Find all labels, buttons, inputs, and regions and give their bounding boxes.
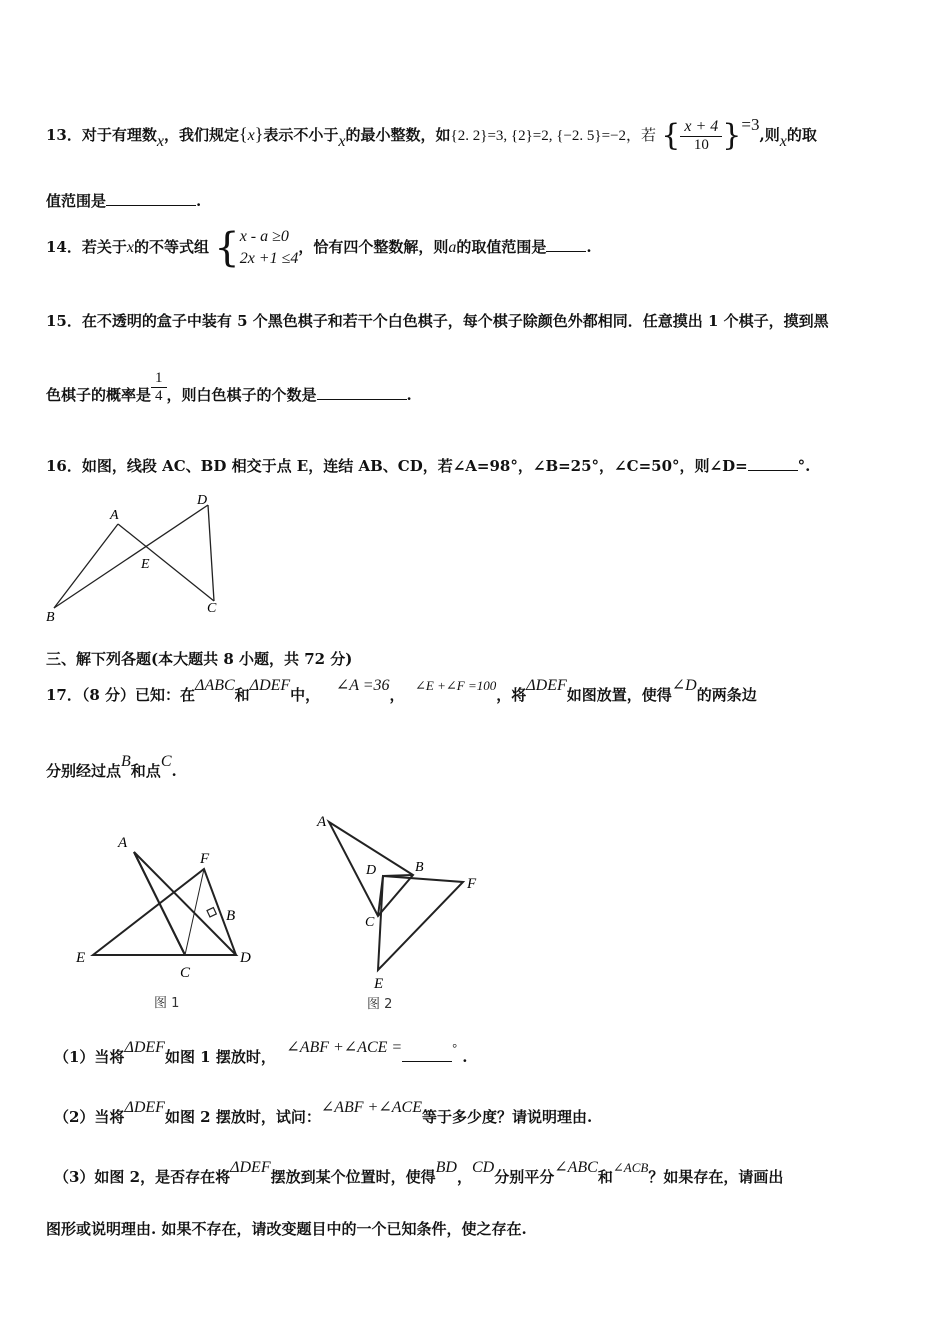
- q14-answer-blank[interactable]: [546, 237, 586, 252]
- fig1-label-E: E: [76, 950, 86, 966]
- q14-line: 14．若关于x的不等式组 { x - a ≥0 2x +1 ≤4 ，恰有四个整数解，则a的取值范围是 .: [46, 225, 592, 271]
- q17-part2: （2）当将ΔDEF如图 2 摆放时，试问：∠ABF +∠ACE等于多少度？请说明理由.: [54, 1099, 593, 1126]
- label-C: C: [207, 601, 217, 616]
- label-D: D: [197, 493, 208, 508]
- fig1-label-D: D: [240, 950, 251, 966]
- fig2-label-F: F: [467, 876, 477, 892]
- q15-answer-blank[interactable]: [317, 385, 407, 400]
- section-3-heading: 三、解下列各题(本大题共 8 小题，共 72 分): [46, 650, 353, 668]
- fig2-label-B: B: [415, 860, 424, 875]
- q17-figure-2: [305, 810, 505, 1015]
- label-A: A: [110, 508, 119, 523]
- fig2-label-D: D: [366, 863, 377, 878]
- fig1-label-F: F: [200, 851, 210, 867]
- fig2-caption: 图 2: [367, 997, 393, 1012]
- q17-part1-answer-blank[interactable]: [402, 1047, 452, 1062]
- q16-answer-blank[interactable]: [748, 456, 798, 471]
- q15-fraction: $\frac{1}{4}$: [151, 370, 167, 405]
- q13-number: 13．: [46, 126, 82, 144]
- q17-figure-1: [70, 825, 270, 1015]
- fig2-label-C: C: [365, 915, 375, 930]
- triangle-DEF-fig2: [378, 876, 463, 970]
- q17-part3-line1: （3）如图 2，是否存在将ΔDEF摆放到某个位置时，使得BD，CD分别平分∠ABC和∠ACB？如果存在，请画出: [54, 1159, 784, 1186]
- q14-inequality-system: x - a ≥0 2x +1 ≤4: [239, 228, 299, 267]
- triangle-ABC-fig1: [134, 852, 236, 955]
- fig1-caption: 图 1: [154, 996, 180, 1011]
- label-B: B: [46, 610, 55, 625]
- q17-part3-line2: 图形或说明理由. 如果不存在，请改变题目中的一个已知条件，使之存在.: [46, 1220, 527, 1238]
- q13-answer-blank[interactable]: [106, 191, 196, 206]
- fig2-label-A: A: [317, 814, 327, 830]
- right-angle-mark: [207, 908, 216, 917]
- q13-fraction: $\frac{x + 4}{10}$: [680, 118, 722, 154]
- q15-line2: 色棋子的概率是 $\frac{1}{4}$ ，则白色棋子的个数是 .: [46, 370, 412, 404]
- fig2-label-E: E: [374, 976, 384, 992]
- q17-part1: （1）当将ΔDEF如图 1 摆放时， ∠ABF +∠ACE = ° .: [54, 1039, 468, 1066]
- fig1-label-A: A: [118, 835, 128, 851]
- segment-AC: [118, 524, 214, 601]
- q13-examples: {2. 2}=3, {2}=2, {−2. 5}=−2，若: [450, 128, 657, 144]
- segment-AB: [54, 524, 118, 608]
- q13-line2: 值范围是 .: [46, 192, 202, 210]
- side-DB-fig2: [383, 875, 413, 876]
- q15-line1: 15．在不透明的盒子中装有 5 个黑色棋子和若干个白色棋子，每个棋子除颜色外都相同．任意摸出 1 个棋子，摸到黑: [46, 312, 829, 330]
- q16-figure: [40, 490, 240, 625]
- q17-line1: 17．（8 分）已知：在ΔABC和ΔDEF中， ∠A =36， ∠E +∠F =100，将ΔDEF如图放置，使得∠D的两条边: [46, 677, 757, 704]
- side-AC-fig1: [134, 852, 185, 955]
- label-E: E: [141, 557, 150, 572]
- fig1-label-B: B: [226, 908, 236, 924]
- q13-line1: 13．对于有理数x，我们规定{x}表示不小于x的最小整数，如{2. 2}=3, {2}=2, {−2. 5}=−2，若 { $\frac{x + 4}{10}$ }=3,则x的取: [46, 115, 817, 153]
- segment-CD: [208, 505, 214, 601]
- fig1-label-C: C: [180, 965, 191, 981]
- q17-line2: 分别经过点B和点C.: [46, 753, 177, 780]
- q16-line: 16．如图，线段 AC、BD 相交于点 E，连结 AB、CD，若∠A=98°，∠B=25°，∠C=50°，则∠D= °.: [46, 457, 811, 475]
- segment-BD: [54, 505, 208, 608]
